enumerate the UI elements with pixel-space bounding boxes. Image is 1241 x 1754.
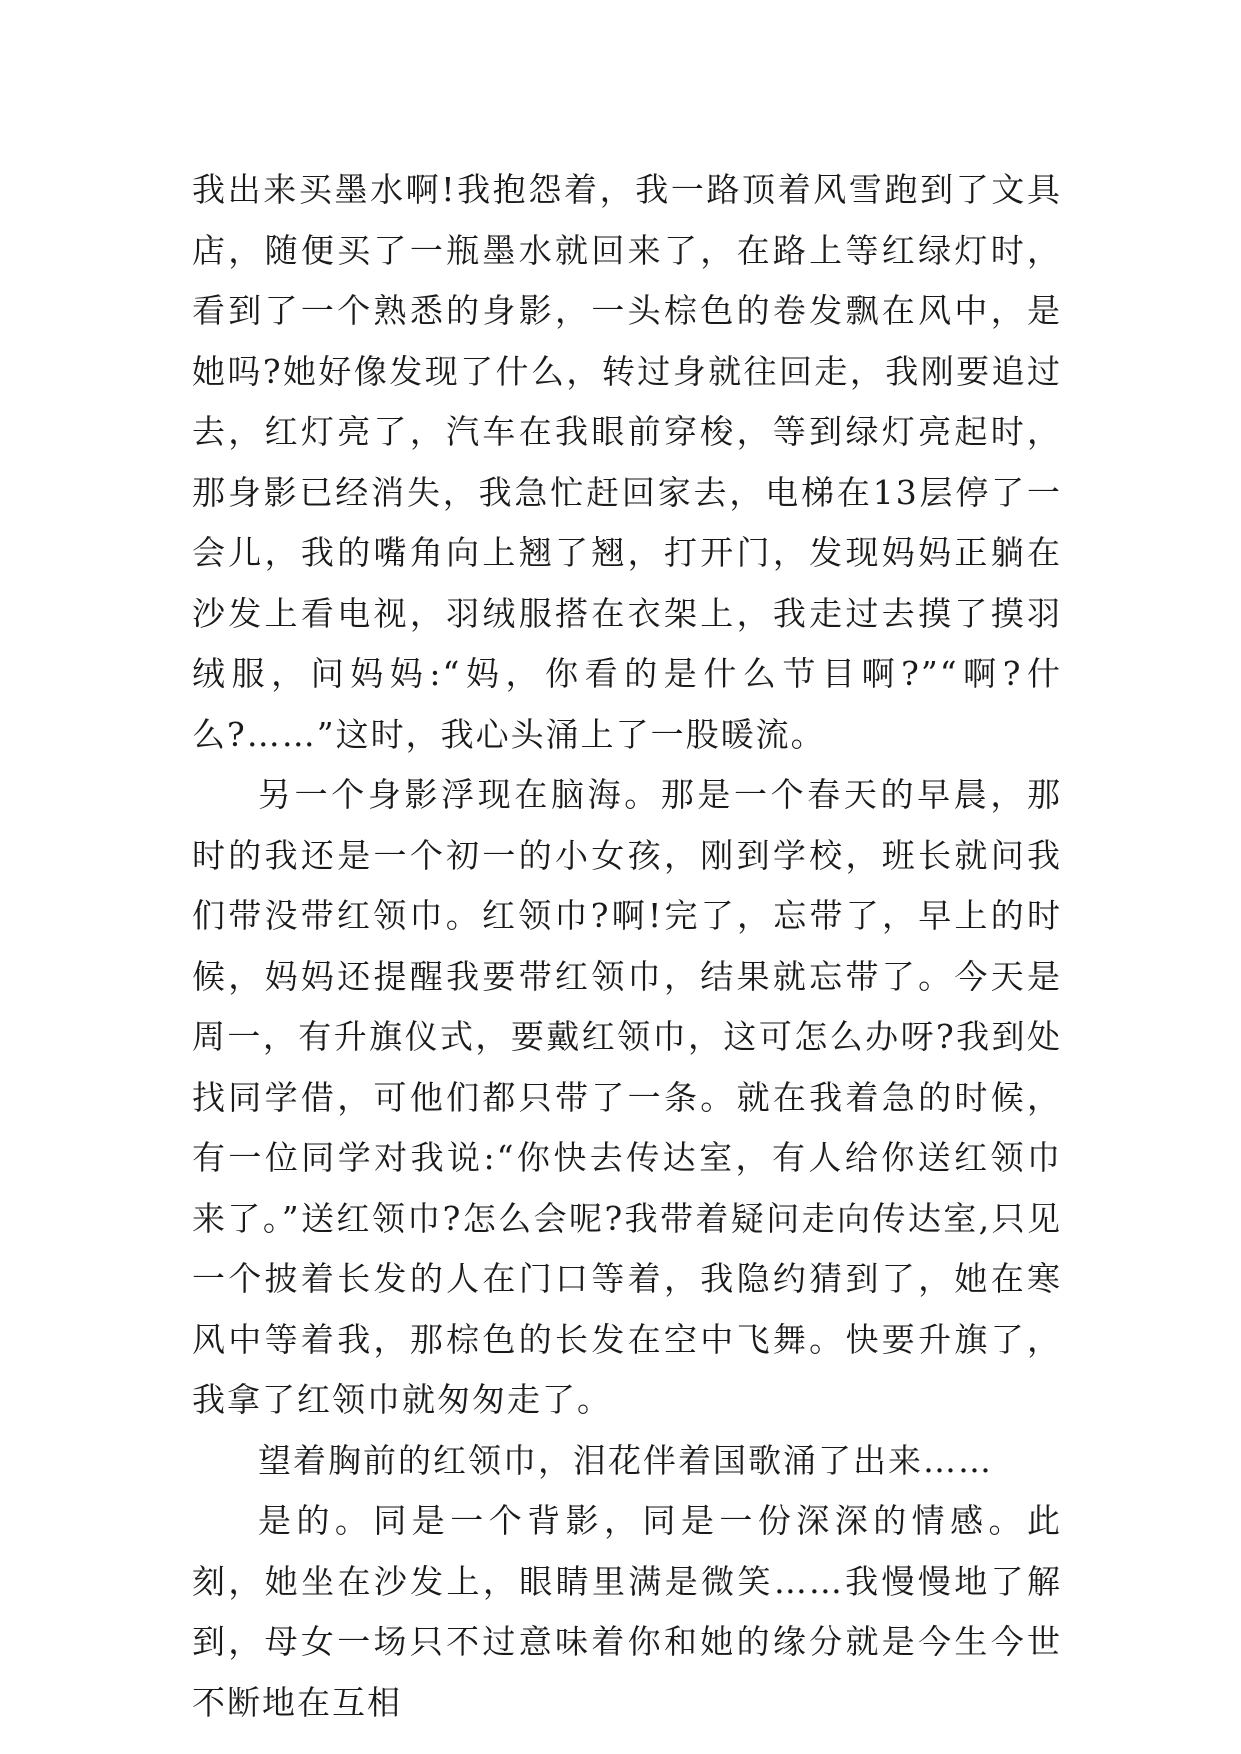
paragraph-1: 我出来买墨水啊!我抱怨着，我一路顶着风雪跑到了文具店，随便买了一瓶墨水就回来了，在路上等红绿灯时，看到了一个熟悉的身影，一头棕色的卷发飘在风中，是她吗?她好像发现了什么，转过身就往回走，我刚要追过去，红灯亮了，汽车在我眼前穿梭，等到绿灯亮起时，那身影已经消失，我急忙赶回家去，电梯在13层停了一会儿，我的嘴角向上翘了翘，打开门，发现妈妈正躺在沙发上看电视，羽绒服搭在衣架上，我走过去摸了摸羽绒服，问妈妈:“妈，你看的是什么节目啊?”“啊?什么?……”这时，我心头涌上了一股暖流。 [192,170,1062,754]
body-text [192,160,1062,1733]
paragraph-4: 是的。同是一个背影，同是一份深深的情感。此刻，她坐在沙发上，眼睛里满是微笑……我慢慢地了解到，母女一场只不过意味着你和她的缘分就是今生今世不断地在互相 [192,1501,1062,1722]
paragraph-3: 望着胸前的红领巾，泪花伴着国歌涌了出来…… [258,1440,993,1480]
paragraph-2: 另一个身影浮现在脑海。那是一个春天的早晨，那时的我还是一个初一的小女孩，刚到学校，班长就问我们带没带红领巾。红领巾?啊!完了，忘带了，早上的时候，妈妈还提醒我要带红领巾，结果就忘带了。今天是周一，有升旗仪式，要戴红领巾，这可怎么办呀?我到处找同学借，可他们都只带了一条。就在我着急的时候，有一位同学对我说:“你快去传达室，有人给你送红领巾来了。”送红领巾?怎么会呢?我带着疑问走向传达室,只见一个披着长发的人在门口等着，我隐约猜到了，她在寒风中等着我，那棕色的长发在空中飞舞。快要升旗了，我拿了红领巾就匆匆走了。 [192,775,1062,1419]
